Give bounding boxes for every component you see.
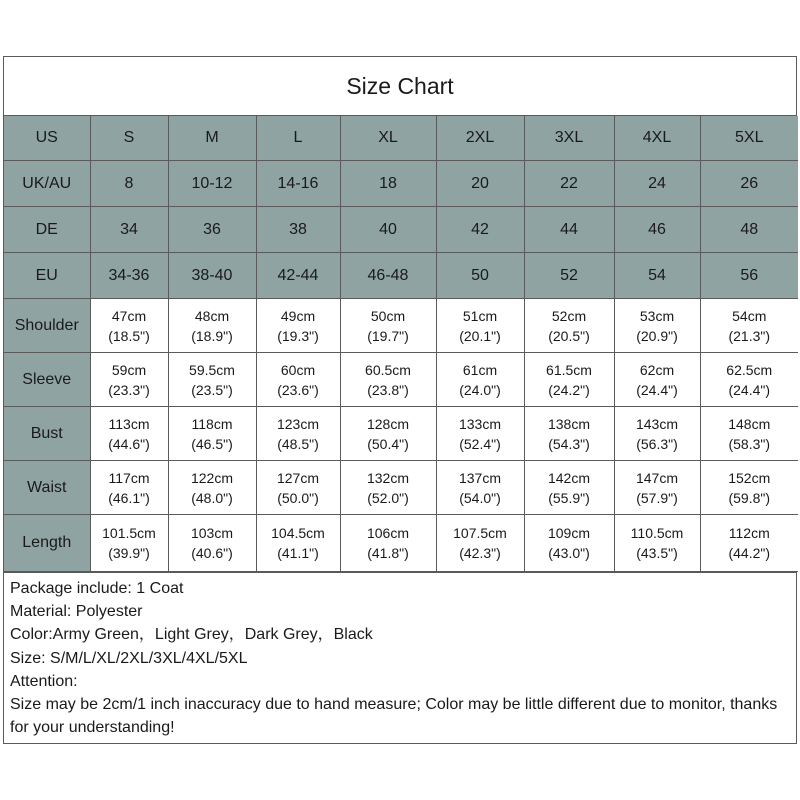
size-cell: 44 xyxy=(524,207,614,253)
measurement-cm: 60cm xyxy=(280,361,316,378)
measurement-cm: 152cm xyxy=(728,469,771,486)
measurement-inch: (23.8") xyxy=(367,381,409,398)
size-cell: 40 xyxy=(340,207,436,253)
size-row xyxy=(4,116,798,161)
measurement-inch: (58.3") xyxy=(728,435,771,452)
measurement-cm: 128cm xyxy=(366,415,410,432)
size-cell: 26 xyxy=(700,161,798,207)
measurement-cell xyxy=(90,461,168,515)
size-cell: 4XL xyxy=(614,116,700,161)
measurement-cell xyxy=(340,407,436,461)
measurement-inch: (19.7") xyxy=(367,327,409,344)
measurement-cm: 61.5cm xyxy=(546,361,592,378)
size-cell: 5XL xyxy=(700,116,798,161)
measurement-cell xyxy=(168,407,256,461)
measurement-inch: (44.2") xyxy=(728,545,771,561)
measurement-cell xyxy=(614,407,700,461)
measurement-inch: (20.9") xyxy=(636,327,678,344)
size-cell: 18 xyxy=(340,161,436,207)
size-cell: 34 xyxy=(90,207,168,253)
measurement-inch: (24.4") xyxy=(636,381,678,398)
measurement-cell xyxy=(524,515,614,572)
size-cell: 22 xyxy=(524,161,614,207)
measurement-cell xyxy=(256,299,340,353)
measurement-inch: (20.5") xyxy=(548,327,590,344)
measurement-cm: 60.5cm xyxy=(365,361,411,378)
note-line: Size may be 2cm/1 inch inaccuracy due to hand measure; Color may be little different due to monitor, thanks for your understanding! xyxy=(10,696,778,737)
measurement-inch: (54.3") xyxy=(548,435,590,452)
measurement-cm: 143cm xyxy=(635,415,679,432)
size-cell: 34-36 xyxy=(90,253,168,299)
measurement-cm: 103cm xyxy=(190,525,234,541)
measurement-cell xyxy=(168,515,256,572)
measurement-label: Waist xyxy=(4,461,90,515)
measurement-inch: (43.0") xyxy=(548,545,590,561)
measurement-row xyxy=(4,299,798,353)
note-line: Material: Polyester xyxy=(10,603,143,621)
size-chart xyxy=(3,56,797,744)
measurement-inch: (48.5") xyxy=(277,435,319,452)
measurement-cell xyxy=(700,515,798,572)
measurement-cm: 107.5cm xyxy=(453,525,507,541)
measurement-cm: 147cm xyxy=(635,469,679,486)
measurement-cell xyxy=(524,353,614,407)
measurement-cell xyxy=(340,461,436,515)
note-line: Size: S/M/L/XL/2XL/3XL/4XL/5XL xyxy=(10,649,248,667)
size-cell: 46-48 xyxy=(340,253,436,299)
measurement-inch: (23.5") xyxy=(191,381,233,398)
measurement-cell xyxy=(614,299,700,353)
measurement-row xyxy=(4,515,798,572)
measurement-cell xyxy=(700,461,798,515)
measurement-inch: (20.1") xyxy=(459,327,501,344)
measurement-inch: (41.1") xyxy=(277,545,319,561)
size-row xyxy=(4,207,798,253)
measurement-cm: 132cm xyxy=(366,469,410,486)
measurement-cell xyxy=(340,353,436,407)
size-cell: 14-16 xyxy=(256,161,340,207)
measurement-cm: 47cm xyxy=(111,307,147,324)
size-cell: 36 xyxy=(168,207,256,253)
measurement-cell xyxy=(90,407,168,461)
measurement-cell xyxy=(436,407,524,461)
measurement-cell xyxy=(436,299,524,353)
measurement-label: Shoulder xyxy=(4,299,90,353)
measurement-cm: 106cm xyxy=(366,525,410,541)
measurement-cm: 109cm xyxy=(547,525,591,541)
measurement-cm: 142cm xyxy=(547,469,591,486)
size-cell: L xyxy=(256,116,340,161)
measurement-cm: 61cm xyxy=(462,361,498,378)
measurement-inch: (52.4") xyxy=(459,435,501,452)
measurement-cell xyxy=(168,461,256,515)
measurement-cm: 148cm xyxy=(728,415,771,432)
size-cell: 42-44 xyxy=(256,253,340,299)
measurement-cm: 118cm xyxy=(191,415,233,432)
size-cell: XL xyxy=(340,116,436,161)
measurement-cm: 101.5cm xyxy=(102,525,156,541)
size-row xyxy=(4,253,798,299)
note-line: Attention: xyxy=(10,672,78,690)
measurement-cell xyxy=(168,299,256,353)
measurement-cm: 104.5cm xyxy=(271,525,325,541)
measurement-inch: (52.0") xyxy=(367,489,409,506)
measurement-inch: (24.2") xyxy=(548,381,590,398)
size-cell: M xyxy=(168,116,256,161)
measurement-cell xyxy=(256,515,340,572)
size-cell: 8 xyxy=(90,161,168,207)
measurement-cell xyxy=(614,353,700,407)
measurement-cell xyxy=(436,353,524,407)
measurement-row xyxy=(4,353,798,407)
size-system-label: EU xyxy=(4,253,90,299)
measurement-inch: (21.3") xyxy=(728,327,771,344)
measurement-cell xyxy=(524,299,614,353)
measurement-cm: 133cm xyxy=(458,415,502,432)
measurement-inch: (50.0") xyxy=(277,489,319,506)
measurement-cm: 48cm xyxy=(194,307,230,324)
chart-title: Size Chart xyxy=(4,57,796,116)
measurement-label: Length xyxy=(4,515,90,572)
size-table xyxy=(4,116,798,572)
measurement-inch: (18.5") xyxy=(108,327,150,344)
measurement-cm: 138cm xyxy=(547,415,591,432)
size-row xyxy=(4,161,798,207)
size-cell: 38 xyxy=(256,207,340,253)
note-line: Package include: 1 Coat xyxy=(10,580,184,597)
measurement-inch: (19.3") xyxy=(277,327,319,344)
measurement-label: Bust xyxy=(4,407,90,461)
measurement-inch: (54.0") xyxy=(459,489,501,506)
size-cell: 48 xyxy=(700,207,798,253)
measurement-cm: 59.5cm xyxy=(189,361,235,378)
size-cell: 3XL xyxy=(524,116,614,161)
measurement-cm: 49cm xyxy=(280,307,316,324)
measurement-inch: (44.6") xyxy=(108,435,150,452)
measurement-cm: 52cm xyxy=(551,307,587,324)
measurement-cell xyxy=(700,353,798,407)
measurement-cm: 122cm xyxy=(190,469,234,486)
measurement-inch: (40.6") xyxy=(191,545,233,561)
measurement-cm: 113cm xyxy=(108,415,150,432)
measurement-row xyxy=(4,407,798,461)
size-cell: S xyxy=(90,116,168,161)
measurement-cell xyxy=(256,461,340,515)
size-cell: 24 xyxy=(614,161,700,207)
measurement-cell xyxy=(340,515,436,572)
measurement-inch: (46.5") xyxy=(191,435,233,452)
measurement-inch: (24.0") xyxy=(459,381,501,398)
measurement-cell xyxy=(436,461,524,515)
measurement-inch: (59.8") xyxy=(728,489,771,506)
measurement-cell xyxy=(90,515,168,572)
size-system-label: UK/AU xyxy=(4,161,90,207)
size-cell: 2XL xyxy=(436,116,524,161)
measurement-cell xyxy=(524,407,614,461)
size-cell: 20 xyxy=(436,161,524,207)
measurement-cell xyxy=(700,299,798,353)
size-cell: 54 xyxy=(614,253,700,299)
measurement-cm: 62.5cm xyxy=(726,361,773,378)
measurement-cell xyxy=(256,353,340,407)
measurement-cell xyxy=(436,515,524,572)
size-system-label: US xyxy=(4,116,90,161)
measurement-cell xyxy=(90,299,168,353)
measurement-cm: 62cm xyxy=(639,361,675,378)
measurement-cell xyxy=(524,461,614,515)
size-cell: 38-40 xyxy=(168,253,256,299)
measurement-cm: 137cm xyxy=(458,469,502,486)
measurement-cm: 54cm xyxy=(732,307,767,324)
size-cell: 46 xyxy=(614,207,700,253)
measurement-cell xyxy=(90,353,168,407)
product-notes xyxy=(4,572,796,739)
size-cell: 52 xyxy=(524,253,614,299)
measurement-inch: (56.3") xyxy=(636,435,678,452)
measurement-inch: (43.5") xyxy=(636,545,678,561)
measurement-cm: 110.5cm xyxy=(630,525,684,541)
measurement-inch: (23.3") xyxy=(108,381,150,398)
measurement-inch: (48.0") xyxy=(191,489,233,506)
size-system-label: DE xyxy=(4,207,90,253)
size-cell: 50 xyxy=(436,253,524,299)
note-line: Color:Army Green，Light Grey，Dark Grey，Black xyxy=(10,626,373,644)
measurement-cm: 50cm xyxy=(370,307,406,324)
measurement-inch: (23.6") xyxy=(277,381,319,398)
measurement-cm: 127cm xyxy=(276,469,320,486)
measurement-cell xyxy=(256,407,340,461)
measurement-cm: 59cm xyxy=(111,361,147,378)
measurement-inch: (41.8") xyxy=(367,545,409,561)
measurement-inch: (24.4") xyxy=(728,381,771,398)
size-cell: 56 xyxy=(700,253,798,299)
measurement-cm: 112cm xyxy=(728,525,770,541)
measurement-cell xyxy=(168,353,256,407)
measurement-cm: 51cm xyxy=(462,307,498,324)
measurement-inch: (55.9") xyxy=(548,489,590,506)
measurement-cm: 53cm xyxy=(639,307,675,324)
measurement-cell xyxy=(614,515,700,572)
measurement-inch: (18.9") xyxy=(191,327,233,344)
size-cell: 10-12 xyxy=(168,161,256,207)
measurement-inch: (50.4") xyxy=(367,435,409,452)
measurement-cell xyxy=(340,299,436,353)
size-cell: 42 xyxy=(436,207,524,253)
measurement-inch: (57.9") xyxy=(636,489,678,506)
measurement-cm: 117cm xyxy=(108,469,150,486)
measurement-inch: (39.9") xyxy=(108,545,150,561)
measurement-cell xyxy=(614,461,700,515)
measurement-cell xyxy=(700,407,798,461)
measurement-cm: 123cm xyxy=(276,415,320,432)
measurement-row xyxy=(4,461,798,515)
measurement-label: Sleeve xyxy=(4,353,90,407)
measurement-inch: (42.3") xyxy=(459,545,501,561)
measurement-inch: (46.1") xyxy=(108,489,150,506)
